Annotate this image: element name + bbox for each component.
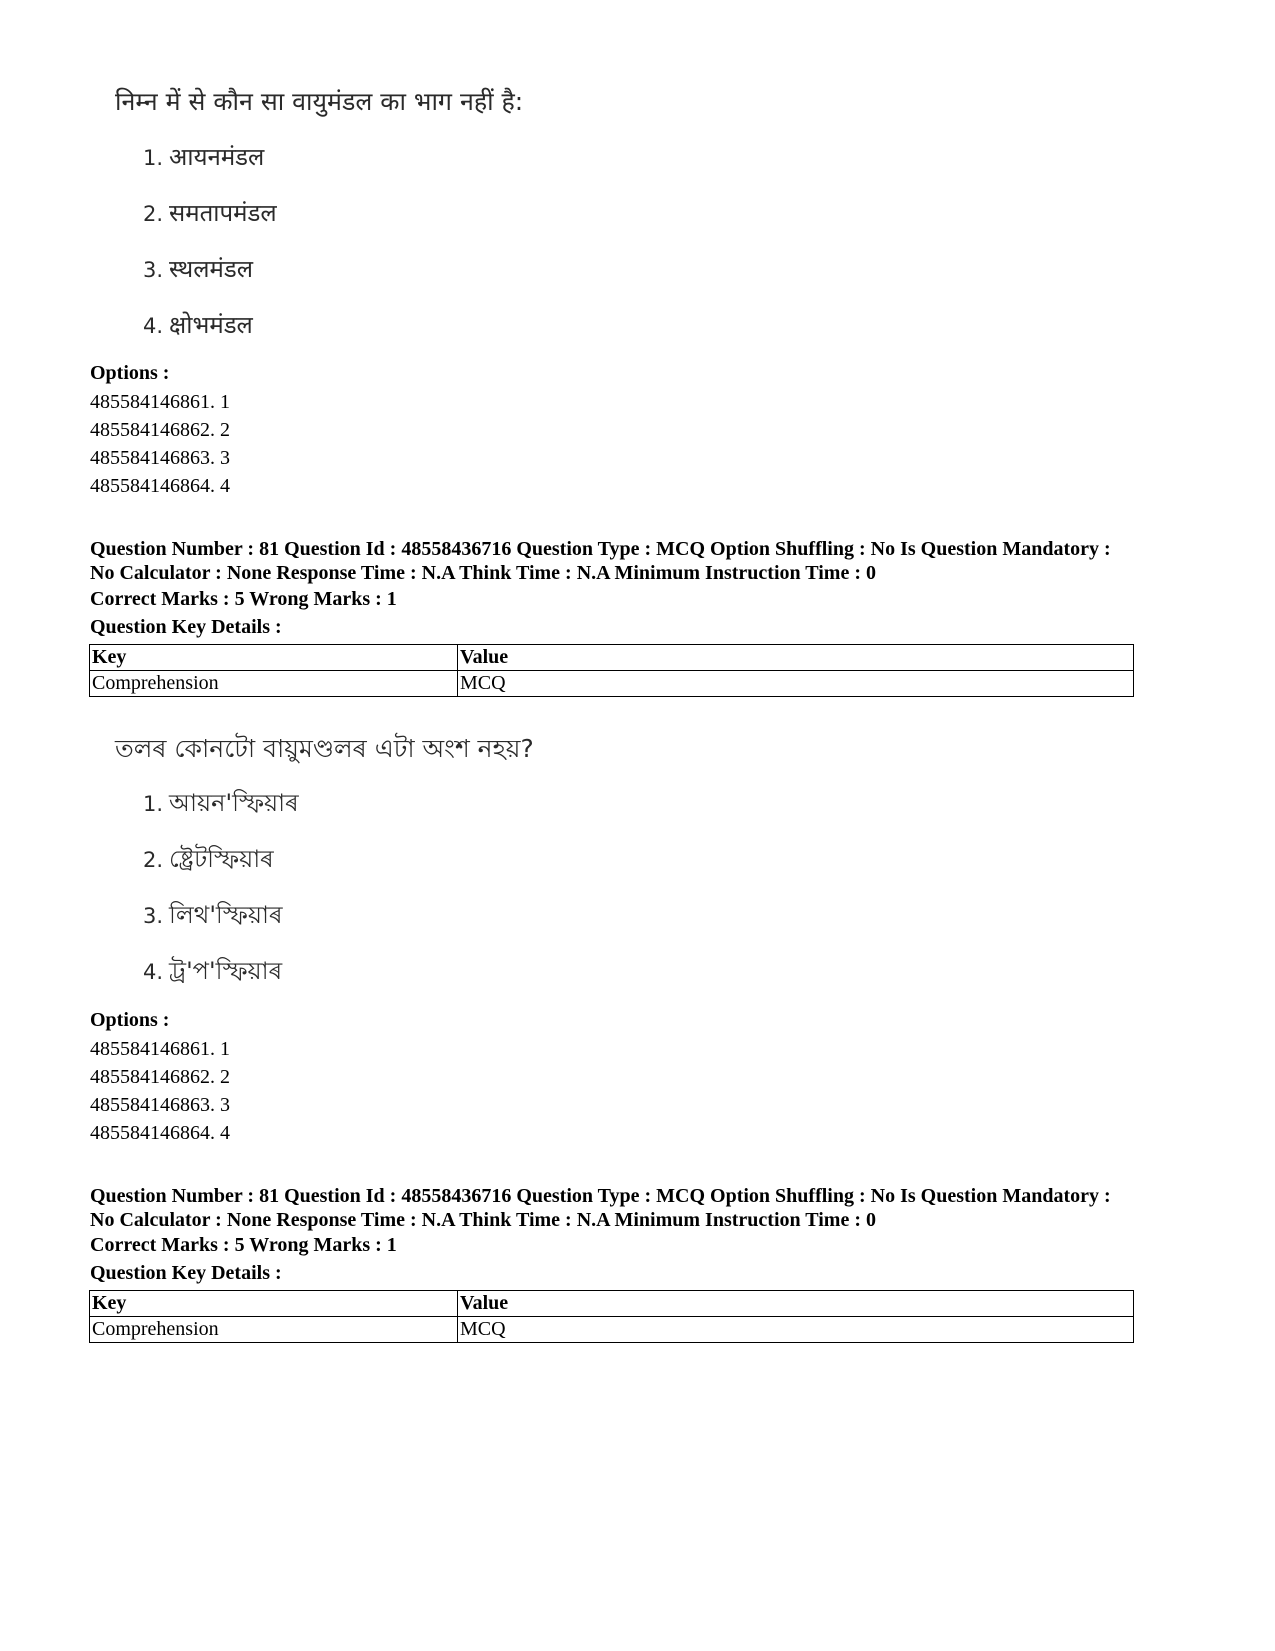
key-details-table [89,1290,1134,1343]
choice-text: स्थलमंडल [169,255,253,283]
key-details-label: Question Key Details : [90,616,282,638]
choice-text: লিথ'স্ফিয়াৰ [169,901,283,929]
question-1-text: निम्न में से कौन सा वायुमंडल का भाग नहीं है: [115,87,524,116]
q2-choice-3 [143,897,282,937]
q2-choice-4 [143,953,282,993]
table-header-row [90,645,1134,671]
choice-text: ষ্ট্ৰেটস্ফিয়াৰ [169,845,274,873]
choice-number: 1. [143,146,164,170]
choice-text: ট্ৰ'প'স্ফিয়াৰ [169,957,283,985]
question-meta [90,1184,1150,1232]
choice-number: 3. [143,258,164,282]
choice-number: 2. [143,848,164,872]
choice-text: आयनमंडल [169,143,265,171]
cell-key: Comprehension [90,1317,458,1343]
meta-line-1: Question Number : 81 Question Id : 48558436716 Question Type : MCQ Option Shuffling : No Is Question Mandatory : [90,1185,1111,1207]
options-list [90,388,230,500]
q2-choice-1 [143,785,299,825]
marks-line: Correct Marks : 5 Wrong Marks : 1 [90,1234,397,1256]
option-item: 485584146863. 3 [90,1094,230,1116]
q2-choice-2 [143,841,274,881]
marks-line: Correct Marks : 5 Wrong Marks : 1 [90,588,397,610]
option-item: 485584146864. 4 [90,1122,230,1144]
option-item: 485584146863. 3 [90,447,230,469]
option-item: 485584146861. 1 [90,391,230,413]
meta-line-2: No Calculator : None Response Time : N.A Think Time : N.A Minimum Instruction Time : 0 [90,1209,876,1231]
q1-choice-4 [143,308,253,341]
key-details-label: Question Key Details : [90,1262,282,1284]
choice-text: क्षोभमंडल [169,311,253,339]
cell-key: Comprehension [90,671,458,697]
choice-text: समतापमंडल [169,199,277,227]
question-meta [90,537,1150,585]
option-item: 485584146861. 1 [90,1038,230,1060]
cell-value: MCQ [458,1317,1134,1343]
table-row [90,671,1134,697]
q1-choice-3 [143,252,253,285]
question-2-text: তলৰ কোনটো বায়ুমণ্ডলৰ এটা অংশ নহয়? [115,734,534,763]
choice-number: 1. [143,792,164,816]
choice-number: 4. [143,960,164,984]
choice-number: 3. [143,904,164,928]
options-list [90,1035,230,1147]
meta-line-2: No Calculator : None Response Time : N.A Think Time : N.A Minimum Instruction Time : 0 [90,562,876,584]
option-item: 485584146862. 2 [90,419,230,441]
q1-choice-1 [143,140,264,173]
header-key: Key [90,1291,458,1317]
header-value: Value [458,645,1134,671]
header-value: Value [458,1291,1134,1317]
option-item: 485584146862. 2 [90,1066,230,1088]
header-key: Key [90,645,458,671]
key-details-table [89,644,1134,697]
option-item: 485584146864. 4 [90,475,230,497]
table-header-row [90,1291,1134,1317]
options-label: Options : [90,1009,170,1031]
meta-line-1: Question Number : 81 Question Id : 48558436716 Question Type : MCQ Option Shuffling : No Is Question Mandatory : [90,538,1111,560]
options-label: Options : [90,362,170,384]
q1-choice-2 [143,196,277,229]
choice-number: 2. [143,202,164,226]
cell-value: MCQ [458,671,1134,697]
choice-text: আয়ন'স্ফিয়াৰ [169,789,299,817]
table-row [90,1317,1134,1343]
choice-number: 4. [143,314,164,338]
